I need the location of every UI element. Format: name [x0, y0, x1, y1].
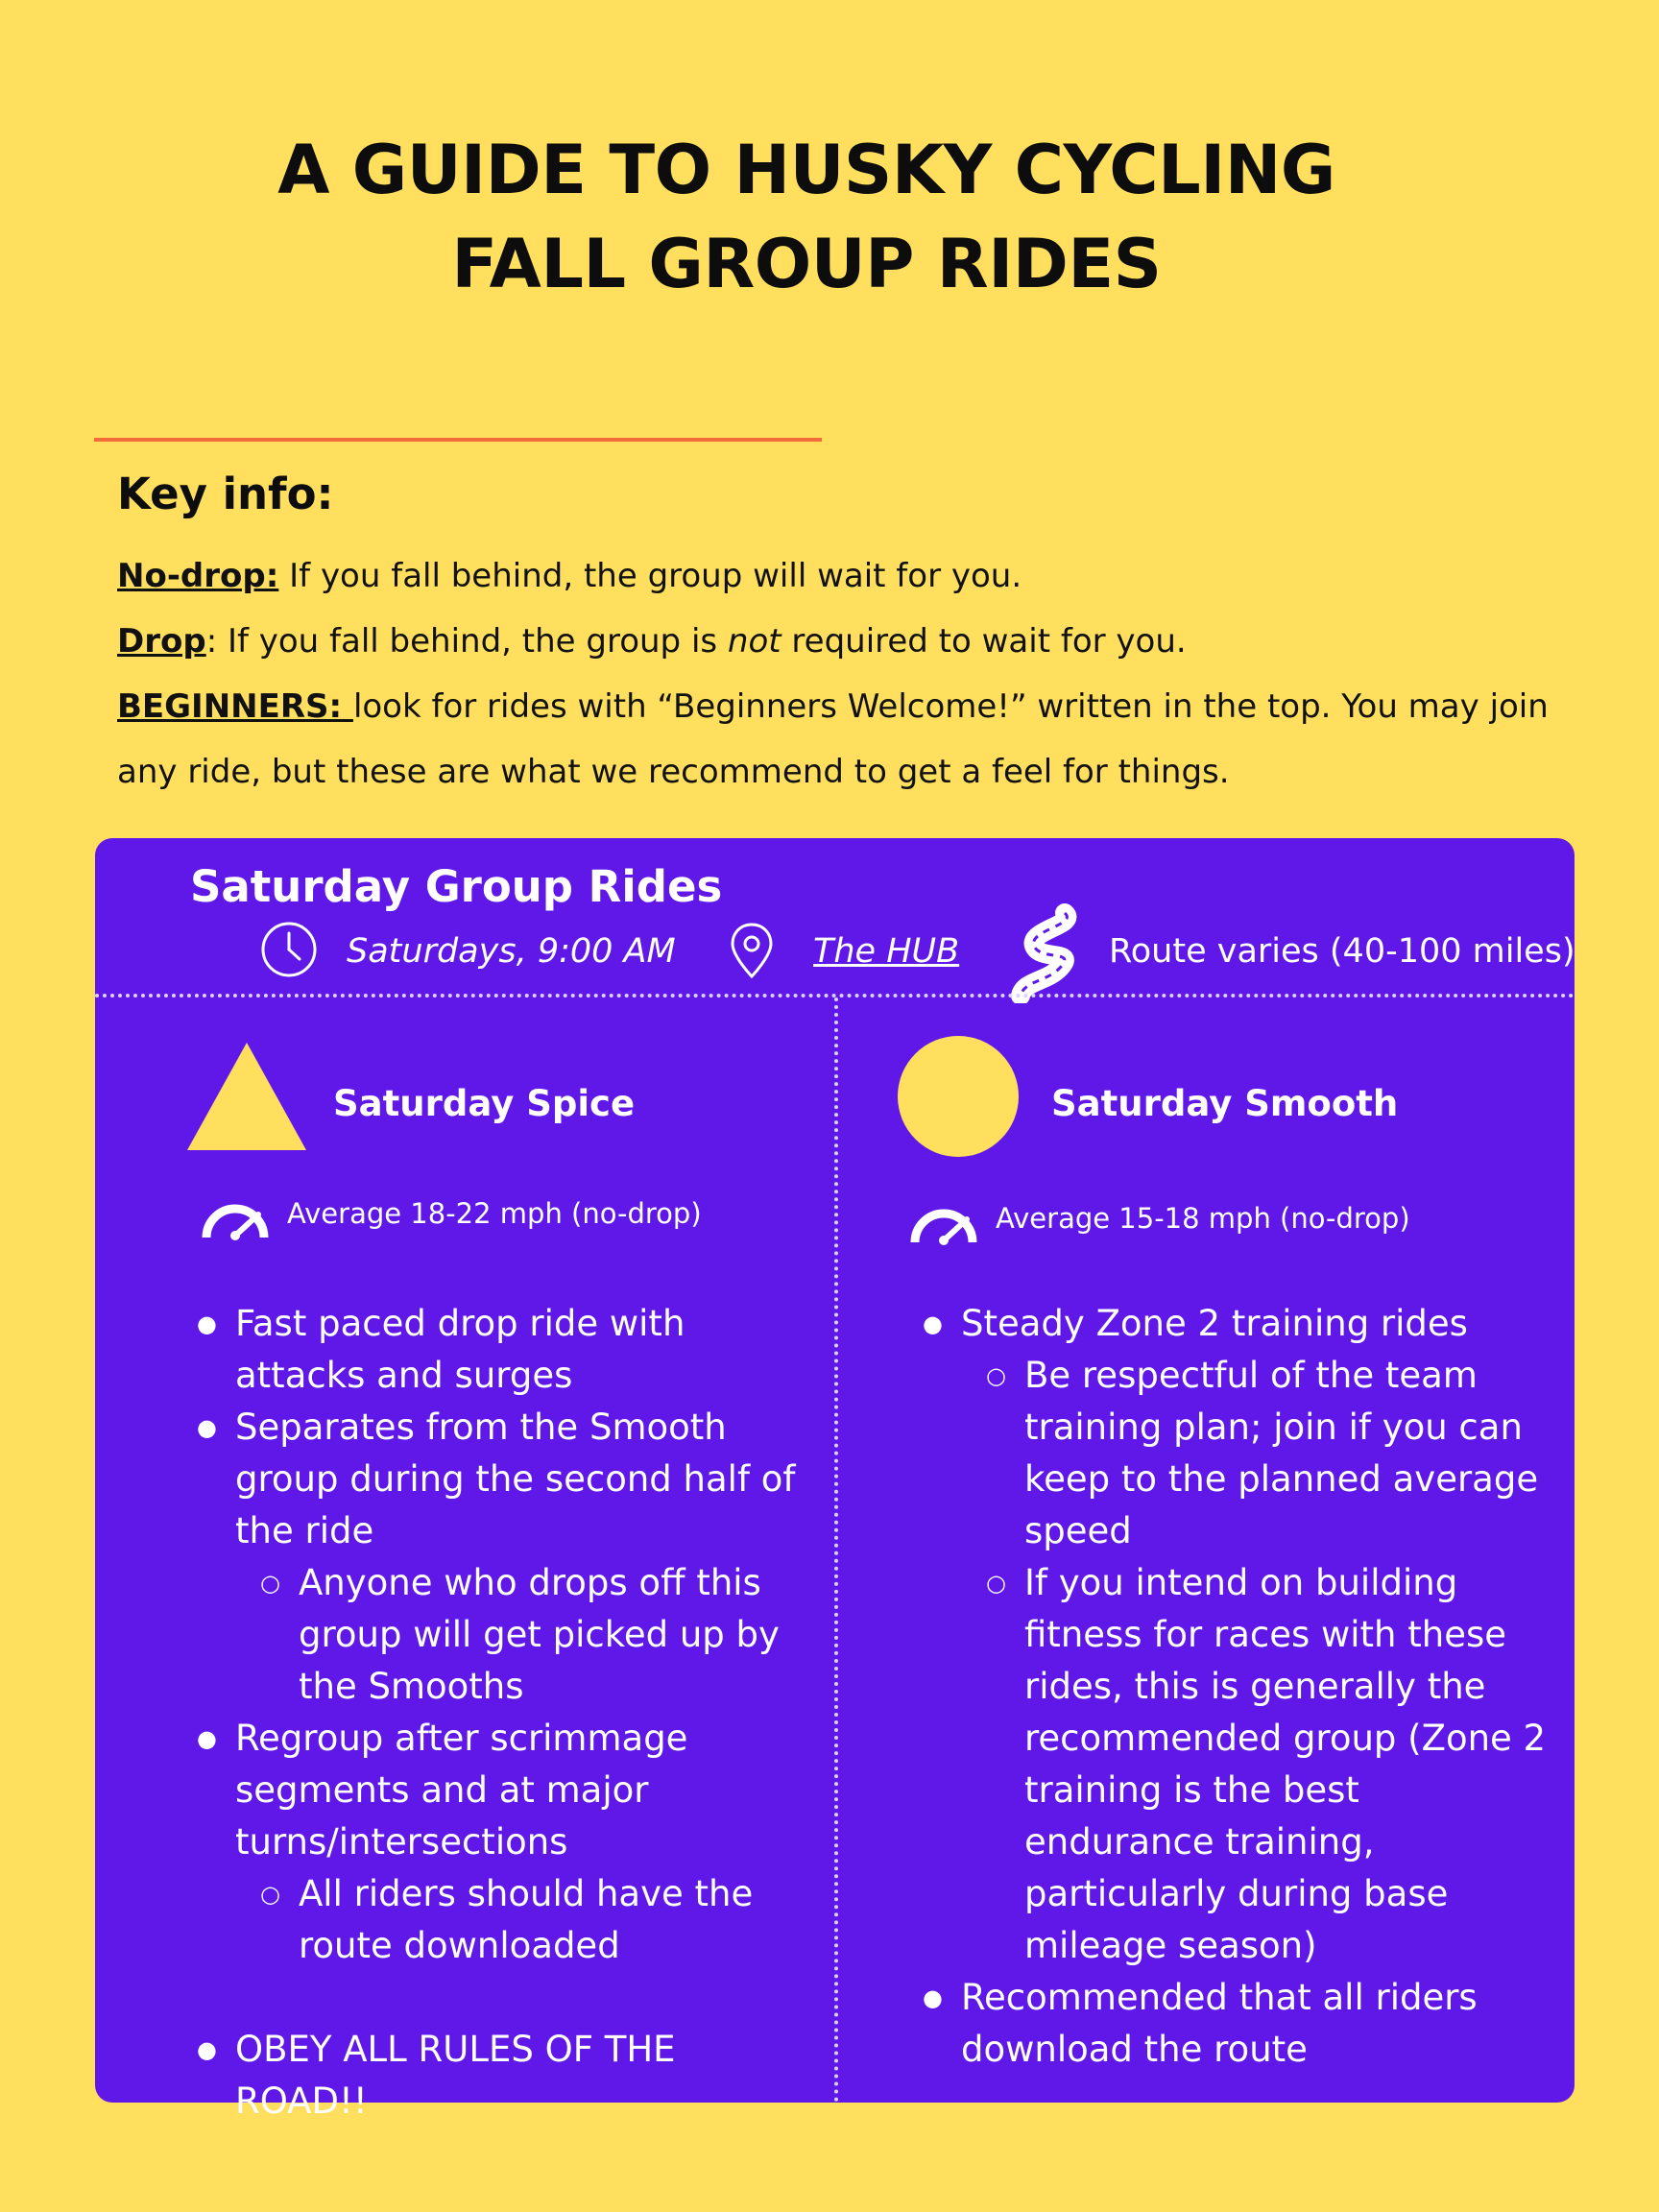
- key-info-drop: [117, 609, 1576, 674]
- key-text-drop-after: required to wait for you.: [781, 622, 1187, 661]
- smooth-speed-row: [905, 1194, 1481, 1252]
- saturday-spice-title: Saturday Spice: [333, 1083, 636, 1124]
- list-item: ● Separates from the Smooth group during the second half of the ride: [197, 1402, 811, 1557]
- key-text-drop-emphasis: not: [727, 622, 781, 661]
- location-pin-icon: [729, 921, 775, 984]
- winding-road-icon: [1005, 903, 1082, 1007]
- list-item: ● OBEY ALL RULES OF THE ROAD!!: [197, 2024, 811, 2128]
- list-item: ○ Anyone who drops off this group will get picked up by the Smooths: [260, 1557, 811, 1713]
- smooth-details-list: [923, 1298, 1554, 2076]
- key-info-heading: Key info:: [117, 469, 334, 519]
- speedometer-icon: [197, 1190, 274, 1247]
- ride-location-link[interactable]: The HUB: [813, 932, 960, 971]
- spice-speed-row: [197, 1190, 773, 1247]
- column-divider: [834, 998, 838, 2103]
- ride-time: Saturdays, 9:00 AM: [347, 932, 676, 971]
- key-text-drop-before: : If you fall behind, the group is: [205, 622, 728, 661]
- smooth-average-speed: Average 15-18 mph (no-drop): [996, 1202, 1410, 1235]
- ride-meta-row: [164, 921, 1575, 988]
- list-item: ● Regroup after scrimmage segments and at major turns/intersections: [197, 1713, 811, 1868]
- spice-average-speed: Average 18-22 mph (no-drop): [287, 1197, 702, 1230]
- key-term-no-drop: No-drop:: [117, 557, 279, 595]
- card-title: Saturday Group Rides: [190, 861, 723, 912]
- saturday-rides-card: [95, 838, 1575, 2122]
- section-divider: [94, 438, 822, 442]
- page-title: [0, 123, 1613, 311]
- list-item: ○ If you intend on building fitness for races with these rides, this is generally the recommended group (Zone 2 training is the best endurance training, particularly during base mileage season): [986, 1557, 1554, 1972]
- saturday-smooth-title: Saturday Smooth: [1051, 1083, 1399, 1124]
- list-item: ● Steady Zone 2 training rides: [923, 1298, 1554, 1350]
- clock-icon: [260, 921, 318, 982]
- spice-details-list: [197, 1298, 811, 2128]
- key-info: [117, 543, 1576, 805]
- key-term-beginners: BEGINNERS:: [117, 687, 353, 726]
- key-term-drop: Drop: [117, 622, 206, 661]
- speedometer-icon: [905, 1194, 982, 1252]
- circle-icon: [898, 1036, 1019, 1161]
- key-info-beginners: [117, 674, 1576, 805]
- list-item: ○ All riders should have the route downloaded: [260, 1868, 811, 1972]
- route-info: Route varies (40-100 miles): [1109, 932, 1575, 971]
- key-text-no-drop: If you fall behind, the group will wait for you.: [278, 557, 1022, 595]
- key-info-no-drop: [117, 543, 1576, 609]
- list-item: ● Recommended that all riders download the route: [923, 1972, 1554, 2076]
- title-line-1: A GUIDE TO HUSKY CYCLING: [277, 131, 1335, 209]
- key-text-beginners: look for rides with “Beginners Welcome!” written in the top. You may join any ride, but these are what we recommend to get a feel for things.: [117, 687, 1549, 791]
- list-item: ● Fast paced drop ride with attacks and surges: [197, 1298, 811, 1402]
- list-item: ○ Be respectful of the team training plan; join if you can keep to the planned average speed: [986, 1350, 1554, 1557]
- title-line-2: FALL GROUP RIDES: [451, 225, 1162, 303]
- triangle-icon: [187, 1043, 306, 1154]
